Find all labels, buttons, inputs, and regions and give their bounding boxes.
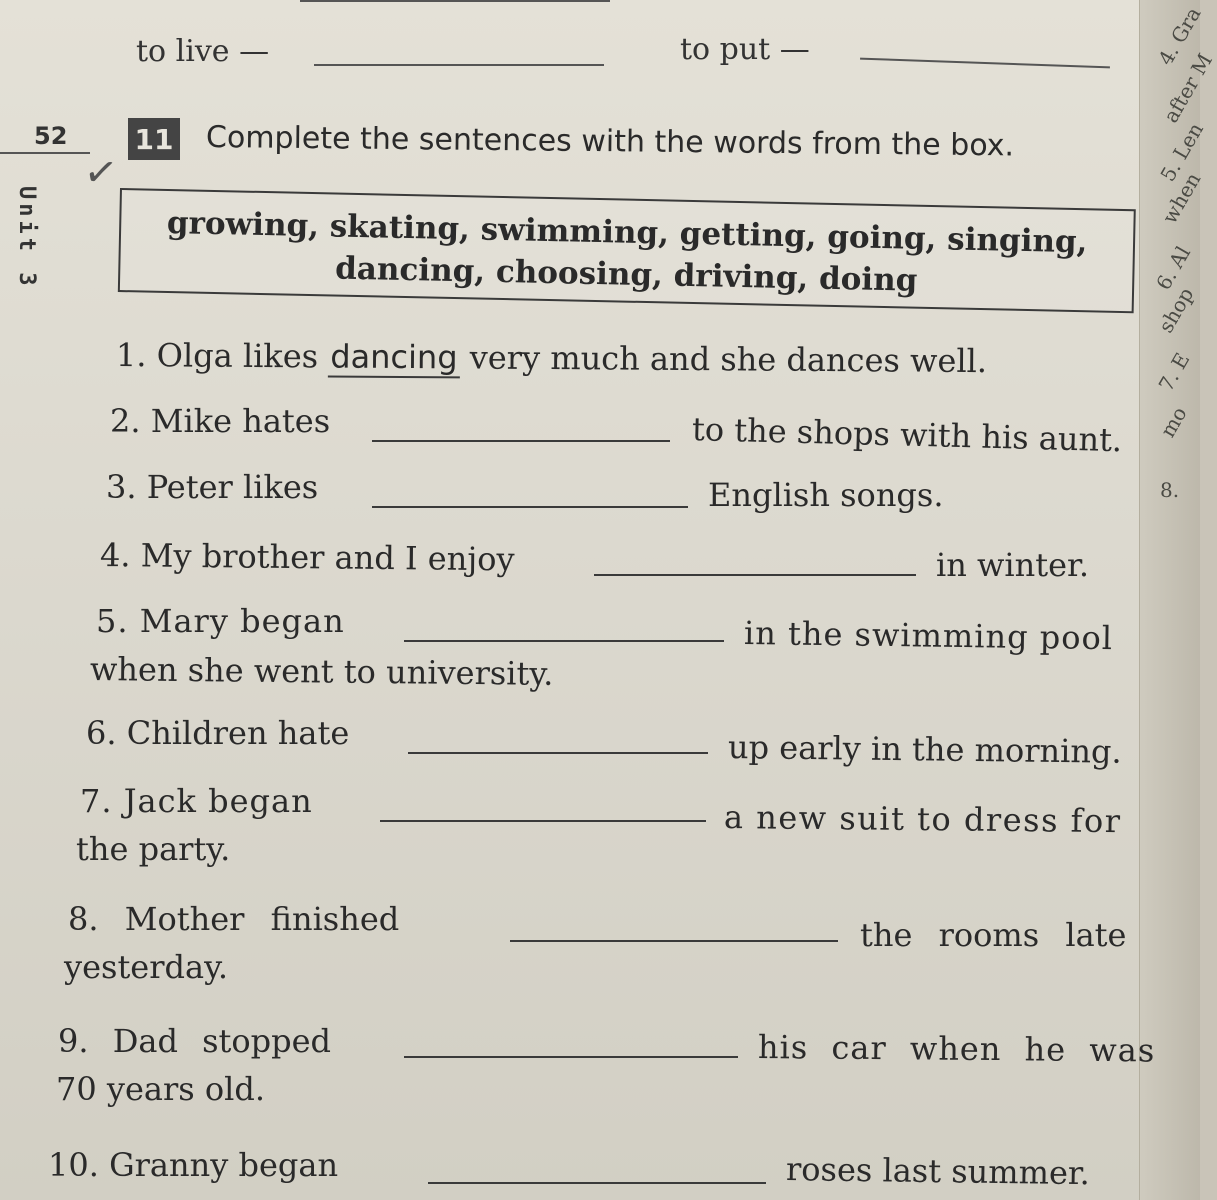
sentence-after: a new suit to dress for [723,798,1122,841]
previous-exercise-blank [314,64,604,66]
sentence-8-after [860,916,1126,954]
previous-exercise-blank [300,0,610,2]
sentence-2 [110,402,330,440]
sentence-continuation: yesterday. [64,948,229,986]
sentence-3 [106,468,318,506]
adjacent-fragment: 6. Al [1151,241,1196,295]
sentence-3-after [708,476,944,514]
sentence-9-after [758,1028,1156,1069]
exercise-instruction: Complete the sentences with the words from the box. [205,120,1015,164]
sentence-continuation: when she went to university. [89,650,554,693]
answer-blank[interactable] [372,506,688,508]
word-box-line: growing, skating, swimming, getting, going, singing, [166,204,1088,261]
page-number-rule [0,152,90,154]
adjacent-fragment: after M [1158,49,1217,127]
sentence-7-after [724,798,1122,840]
sentence-before: Mother finished [124,900,400,938]
sentence-before: My brother and I enjoy [140,536,515,579]
sentence-number: 8. [68,900,99,938]
sentence-before: Olga likes [156,336,319,376]
sentence-number: 2. [110,402,141,440]
sentence-before: Mike hates [150,402,331,440]
sentence-7-continuation [76,830,230,868]
sentence-after: up early in the morning. [727,728,1122,771]
adjacent-fragment: 4. Gra [1153,2,1206,70]
sentence-after: in the swimming pool [743,614,1114,658]
sentence-9 [58,1022,331,1060]
page-number: 52 [34,122,68,150]
sentence-continuation: 70 years old. [56,1070,266,1108]
sentence-number: 10. [48,1146,99,1184]
sentence-before: Jack began [123,782,313,820]
previous-exercise-verb: to live — [136,34,270,69]
adjacent-fragment: mo [1155,402,1192,442]
sentence-number: 9. [58,1022,89,1060]
sentence-1 [116,336,987,382]
show-through-text [520,888,530,923]
sentence-5-continuation [90,650,554,693]
answer-blank[interactable] [404,1056,738,1058]
sentence-after: to the shops with his aunt. [691,410,1123,460]
adjacent-fragment: shop [1153,283,1199,337]
sentence-before: Granny began [109,1146,339,1184]
sentence-number: 5. [96,602,129,640]
adjacent-fragment: 5. Len [1155,118,1208,186]
sentence-before: Mary began [139,602,345,640]
answer-blank[interactable] [372,440,670,442]
sentence-after: his car when he was [757,1028,1156,1070]
sentence-before: Children hate [126,714,350,752]
previous-exercise-verb: to put — [680,32,810,67]
sentence-after: very much and she dances well. [469,338,988,381]
word-box [118,188,1136,313]
sentence-number: 7. [80,782,113,820]
sentence-after: English songs. [708,476,944,514]
sentence-before: Peter likes [146,468,319,506]
answer-field[interactable]: dancing [328,337,460,378]
sentence-10 [48,1146,338,1184]
sentence-6 [86,714,349,752]
sentence-number: 6. [86,714,117,752]
adjacent-fragment: 7. E [1153,348,1195,396]
adjacent-fragment: 8. [1160,478,1180,502]
sentence-before: Dad stopped [112,1022,332,1060]
sentence-5-after [744,614,1114,657]
exercise-number-badge: 11 [128,118,180,160]
adjacent-fragment: when [1157,168,1206,228]
adjacent-page-edge [1139,0,1217,1200]
sentence-5 [96,602,345,640]
sentence-4 [100,536,515,578]
previous-exercise-blank [860,58,1110,69]
word-box-line: dancing, choosing, driving, doing [334,250,918,299]
sentence-8 [68,900,399,938]
sentence-after: roses last summer. [785,1150,1091,1193]
sentence-continuation: the party. [76,830,231,868]
check-mark-icon: ✓ [80,147,121,199]
answer-blank[interactable] [404,640,724,642]
answer-blank[interactable] [380,820,706,822]
sentence-8-continuation [64,948,228,986]
answer-blank[interactable] [408,752,708,754]
sentence-7 [80,782,313,820]
answer-blank[interactable] [428,1182,766,1184]
sentence-number: 1. [115,336,147,375]
sentence-after: the rooms late [860,916,1127,954]
unit-label: Unit 3 [14,186,39,290]
sentence-2-after [692,410,1123,459]
answer-blank[interactable] [510,940,838,942]
sentence-10-after [786,1150,1090,1192]
sentence-after: in winter. [936,546,1089,584]
sentence-4-after [936,546,1089,584]
sentence-9-continuation [56,1070,265,1108]
sentence-number: 3. [106,468,137,506]
sentence-number: 4. [99,536,131,575]
answer-blank[interactable] [594,574,916,576]
sentence-6-after [728,728,1122,771]
